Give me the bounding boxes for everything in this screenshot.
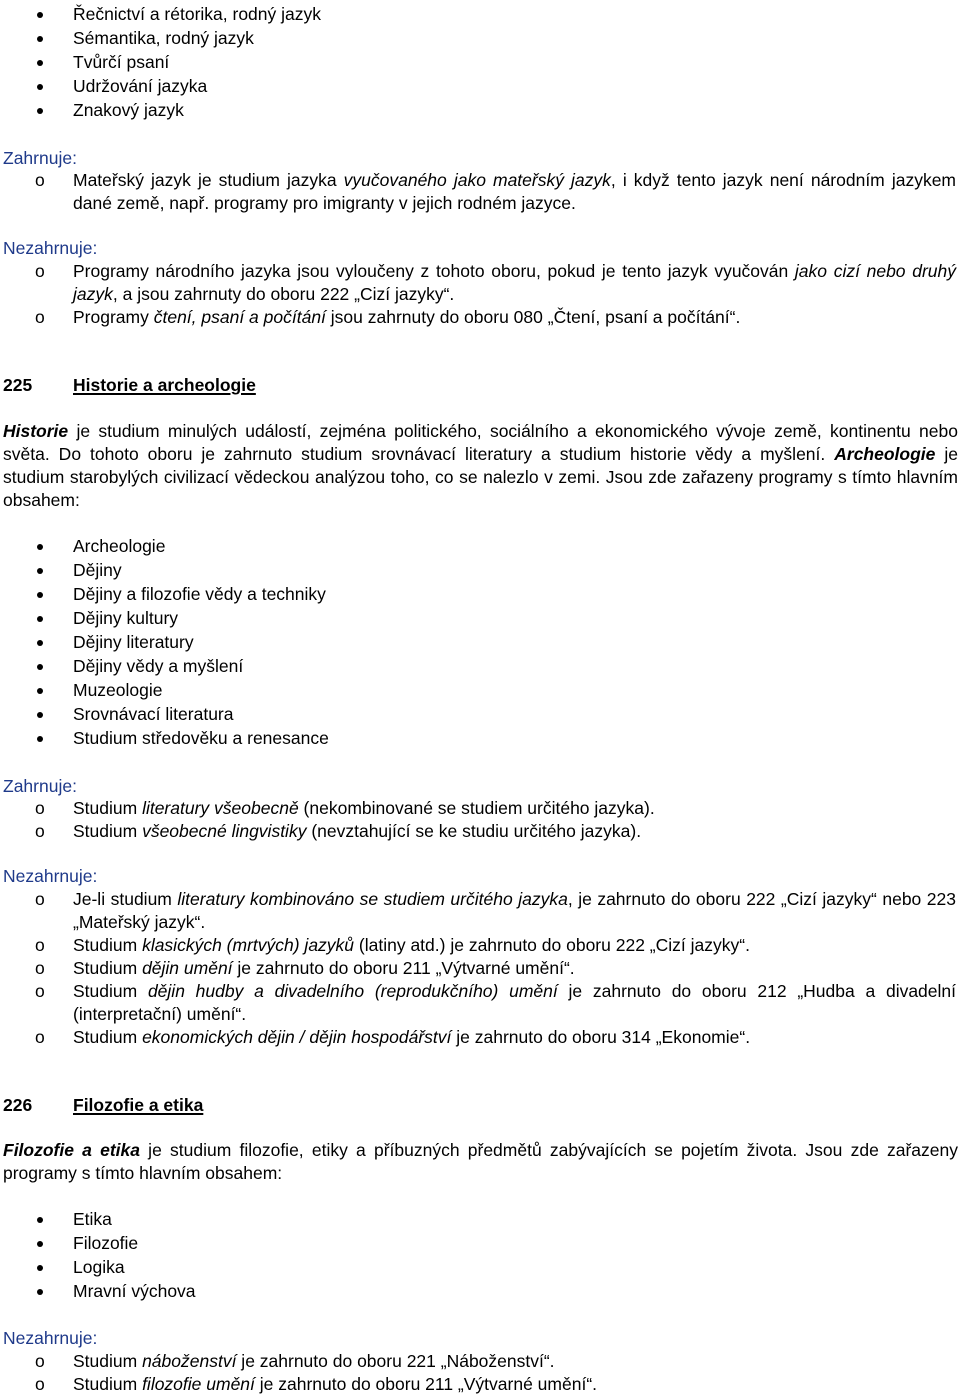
circle-bullet-icon: o: [35, 307, 45, 327]
bullet-icon: [37, 688, 43, 694]
bullet-icon: [37, 1241, 43, 1247]
circle-bullet-icon: o: [35, 798, 45, 818]
section-heading: 226 Filozofie a etika: [3, 1095, 204, 1115]
bullet-icon: [37, 60, 43, 66]
bullet-icon: [37, 12, 43, 18]
bullet-icon: [37, 592, 43, 598]
circle-bullet-icon: o: [35, 821, 45, 841]
bullet-icon: [37, 544, 43, 550]
circle-bullet-icon: o: [35, 1351, 45, 1371]
section-heading: 225 Historie a archeologie: [3, 375, 256, 395]
excludes-label: Nezahrnuje:: [3, 1328, 98, 1348]
bullet-icon: [37, 1265, 43, 1271]
bullet-icon: [37, 712, 43, 718]
bullet-icon: [37, 36, 43, 42]
includes-label: Zahrnuje:: [3, 776, 77, 796]
circle-bullet-icon: o: [35, 981, 45, 1001]
excludes-label: Nezahrnuje:: [3, 238, 98, 258]
bullet-icon: [37, 108, 43, 114]
circle-bullet-icon: o: [35, 261, 45, 281]
section-paragraph: Filozofie a etika je studium filozofie, etiky a příbuzných předmětů zabývajících se pojetím života. Jsou zde zařazeny programy s tímto hlavním obsahem:: [3, 1140, 959, 1183]
bullet-icon: [37, 1289, 43, 1295]
circle-bullet-icon: o: [35, 170, 45, 190]
bullet-icon: [37, 616, 43, 622]
section-paragraph: Historie je studium minulých událostí, zejména politického, sociálního a ekonomického vývoje země, kontinentu nebo světa. Do tohoto oboru je zahrnuto studium srovnávací literatury a studium historie vědy a myšlení. Archeologie je studium starobylých civilizací vědeckou analýzou toho, co se nalezlo v zemi. Jsou zde zařazeny programy s tímto hlavním obsahem:: [3, 421, 958, 510]
circle-bullet-icon: o: [35, 889, 45, 909]
circle-bullet-icon: o: [35, 1374, 45, 1394]
bullet-icon: [37, 1217, 43, 1223]
bullet-icon: [37, 568, 43, 574]
bullet-icon: [37, 640, 43, 646]
bullet-icon: [37, 84, 43, 90]
includes-label: Zahrnuje:: [3, 148, 77, 168]
bullet-icon: [37, 736, 43, 742]
circle-bullet-icon: o: [35, 935, 45, 955]
excludes-label: Nezahrnuje:: [3, 866, 98, 886]
circle-bullet-icon: o: [35, 1027, 45, 1047]
circle-bullet-icon: o: [35, 958, 45, 978]
bullet-icon: [37, 664, 43, 670]
